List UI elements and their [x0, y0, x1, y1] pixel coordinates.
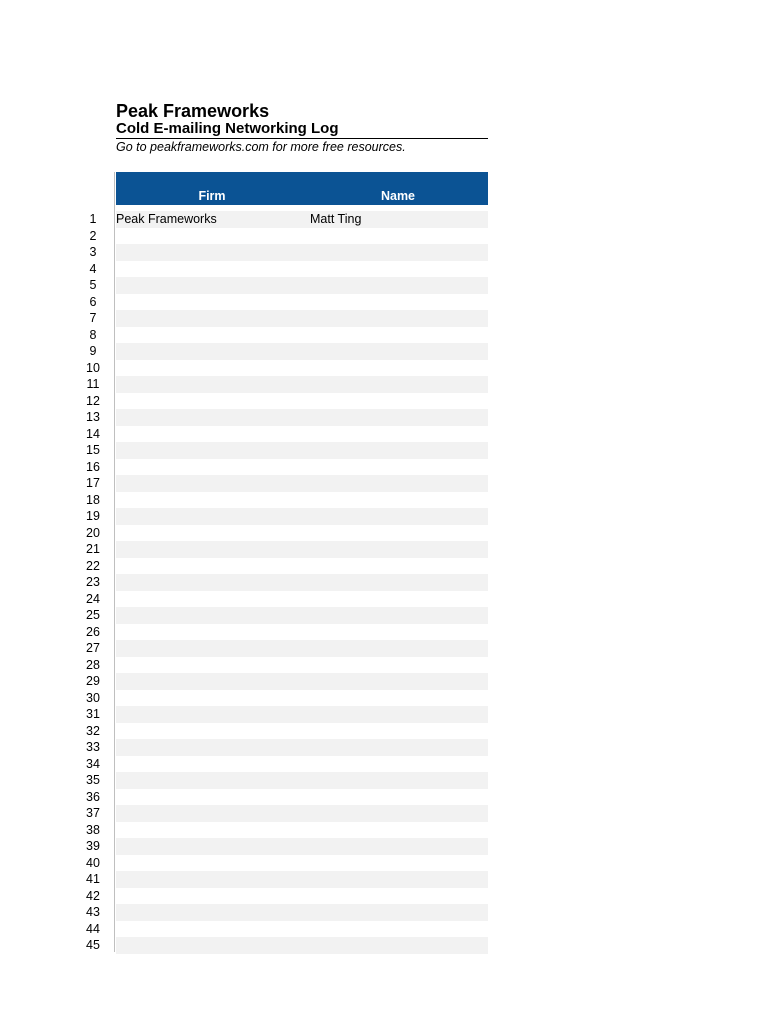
- row-band: [116, 690, 488, 707]
- row-number: 8: [89, 327, 97, 342]
- row-band: [116, 756, 488, 773]
- table-row: [0, 789, 768, 806]
- row-band: [116, 921, 488, 938]
- row-number: 28: [86, 657, 100, 672]
- row-band: [116, 459, 488, 476]
- table-row: [0, 657, 768, 674]
- row-band: [116, 624, 488, 641]
- table-row: [0, 310, 768, 327]
- row-number: 39: [86, 839, 100, 853]
- row-band: [116, 888, 488, 905]
- table-row: [0, 888, 768, 905]
- row-number: 27: [86, 641, 100, 655]
- row-number: 34: [86, 756, 100, 771]
- table-row: [0, 541, 768, 558]
- page-subtitle: Cold E-mailing Networking Log: [116, 120, 339, 137]
- table-row: [0, 640, 768, 657]
- table-row: [0, 327, 768, 344]
- row-number: 1: [89, 212, 97, 226]
- row-band: [116, 739, 488, 756]
- row-number: 32: [86, 723, 100, 738]
- table-row: [0, 756, 768, 773]
- row-number: 42: [86, 888, 100, 903]
- row-number: 38: [86, 822, 100, 837]
- row-number: 35: [86, 773, 100, 787]
- row-number: 19: [86, 509, 100, 523]
- row-band: [116, 607, 488, 624]
- table-row: [0, 244, 768, 261]
- row-band: [116, 937, 488, 954]
- row-number: 5: [89, 278, 97, 292]
- row-number: 31: [86, 707, 100, 721]
- table-row: [0, 442, 768, 459]
- row-number: 43: [86, 905, 100, 919]
- table-row: [0, 855, 768, 872]
- table-row: [0, 739, 768, 756]
- table-row: [0, 228, 768, 245]
- table-row: [0, 904, 768, 921]
- row-band: [116, 673, 488, 690]
- table-row: [0, 805, 768, 822]
- row-number: 22: [86, 558, 100, 573]
- row-band: [116, 541, 488, 558]
- row-band: [116, 772, 488, 789]
- row-band: [116, 640, 488, 657]
- table-row: [0, 261, 768, 278]
- table-row: [0, 558, 768, 575]
- row-band: [116, 508, 488, 525]
- row-band: [116, 723, 488, 740]
- row-number: 25: [86, 608, 100, 622]
- row-number: 2: [89, 228, 97, 243]
- row-band: [116, 574, 488, 591]
- row-number: 24: [86, 591, 100, 606]
- table-row: [0, 376, 768, 393]
- row-number: 15: [86, 443, 100, 457]
- row-number: 30: [86, 690, 100, 705]
- row-number: 3: [89, 245, 97, 259]
- row-band: [116, 244, 488, 261]
- table-row: [0, 624, 768, 641]
- row-band: [116, 838, 488, 855]
- table-row: [0, 211, 768, 228]
- row-band: [116, 789, 488, 806]
- row-band: [116, 442, 488, 459]
- table-body: [0, 211, 768, 954]
- row-number: 33: [86, 740, 100, 754]
- row-band: [116, 706, 488, 723]
- table-header: [116, 172, 488, 205]
- row-band: [116, 904, 488, 921]
- row-band: [116, 591, 488, 608]
- row-number: 21: [86, 542, 100, 556]
- table-row: [0, 294, 768, 311]
- row-number: 18: [86, 492, 100, 507]
- table-row: [0, 871, 768, 888]
- row-number: 41: [86, 872, 100, 886]
- row-number: 26: [86, 624, 100, 639]
- table-row: [0, 772, 768, 789]
- row-band: [116, 822, 488, 839]
- row-number: 10: [86, 360, 100, 375]
- table-row: [0, 393, 768, 410]
- row-band: [116, 327, 488, 344]
- table-row: [0, 690, 768, 707]
- table-row: [0, 706, 768, 723]
- row-band: [116, 228, 488, 245]
- table-row: [0, 475, 768, 492]
- table-row: [0, 277, 768, 294]
- row-number: 37: [86, 806, 100, 820]
- row-number: 40: [86, 855, 100, 870]
- row-number: 4: [89, 261, 97, 276]
- row-band: [116, 475, 488, 492]
- row-band: [116, 855, 488, 872]
- row-band: [116, 426, 488, 443]
- cell-firm[interactable]: Peak Frameworks: [116, 212, 217, 226]
- table-row: [0, 607, 768, 624]
- table-row: [0, 838, 768, 855]
- table-row: [0, 492, 768, 509]
- row-band: [116, 558, 488, 575]
- row-number: 7: [89, 311, 97, 325]
- row-band: [116, 409, 488, 426]
- table-row: [0, 360, 768, 377]
- table-row: [0, 343, 768, 360]
- row-band: [116, 805, 488, 822]
- page-title: Peak Frameworks: [116, 101, 270, 121]
- row-number: 29: [86, 674, 100, 688]
- row-number: 11: [86, 377, 100, 391]
- row-band: [116, 393, 488, 410]
- table-row: [0, 459, 768, 476]
- table-row: [0, 921, 768, 938]
- row-number: 20: [86, 525, 100, 540]
- table-row: [0, 508, 768, 525]
- cell-name[interactable]: Matt Ting: [310, 212, 362, 226]
- row-number: 45: [86, 938, 100, 952]
- row-band: [116, 871, 488, 888]
- row-number: 23: [86, 575, 100, 589]
- resources-note: Go to peakframeworks.com for more free resources.: [116, 140, 406, 154]
- row-band: [116, 360, 488, 377]
- row-number: 36: [86, 789, 100, 804]
- row-number: 17: [86, 476, 100, 490]
- row-band: [116, 492, 488, 509]
- row-number: 6: [89, 294, 97, 309]
- table-row: [0, 426, 768, 443]
- row-band: [116, 310, 488, 327]
- row-number: 9: [89, 344, 97, 358]
- column-header-firm: Firm: [198, 189, 226, 203]
- row-band: [116, 525, 488, 542]
- row-band: [116, 376, 488, 393]
- table-row: [0, 591, 768, 608]
- row-number: 14: [86, 426, 100, 441]
- table-row: [0, 409, 768, 426]
- row-band: [116, 343, 488, 360]
- row-band: [116, 657, 488, 674]
- row-band: [116, 261, 488, 278]
- table-row: [0, 574, 768, 591]
- row-number: 13: [86, 410, 100, 424]
- table-row: [0, 723, 768, 740]
- table-row: [0, 937, 768, 954]
- row-number: 44: [86, 921, 100, 936]
- row-band: [116, 277, 488, 294]
- table-row: [0, 673, 768, 690]
- row-number: 12: [86, 393, 100, 408]
- row-band: [116, 294, 488, 311]
- table-row: [0, 822, 768, 839]
- table-row: [0, 525, 768, 542]
- row-number: 16: [86, 459, 100, 474]
- column-header-name: Name: [380, 189, 416, 203]
